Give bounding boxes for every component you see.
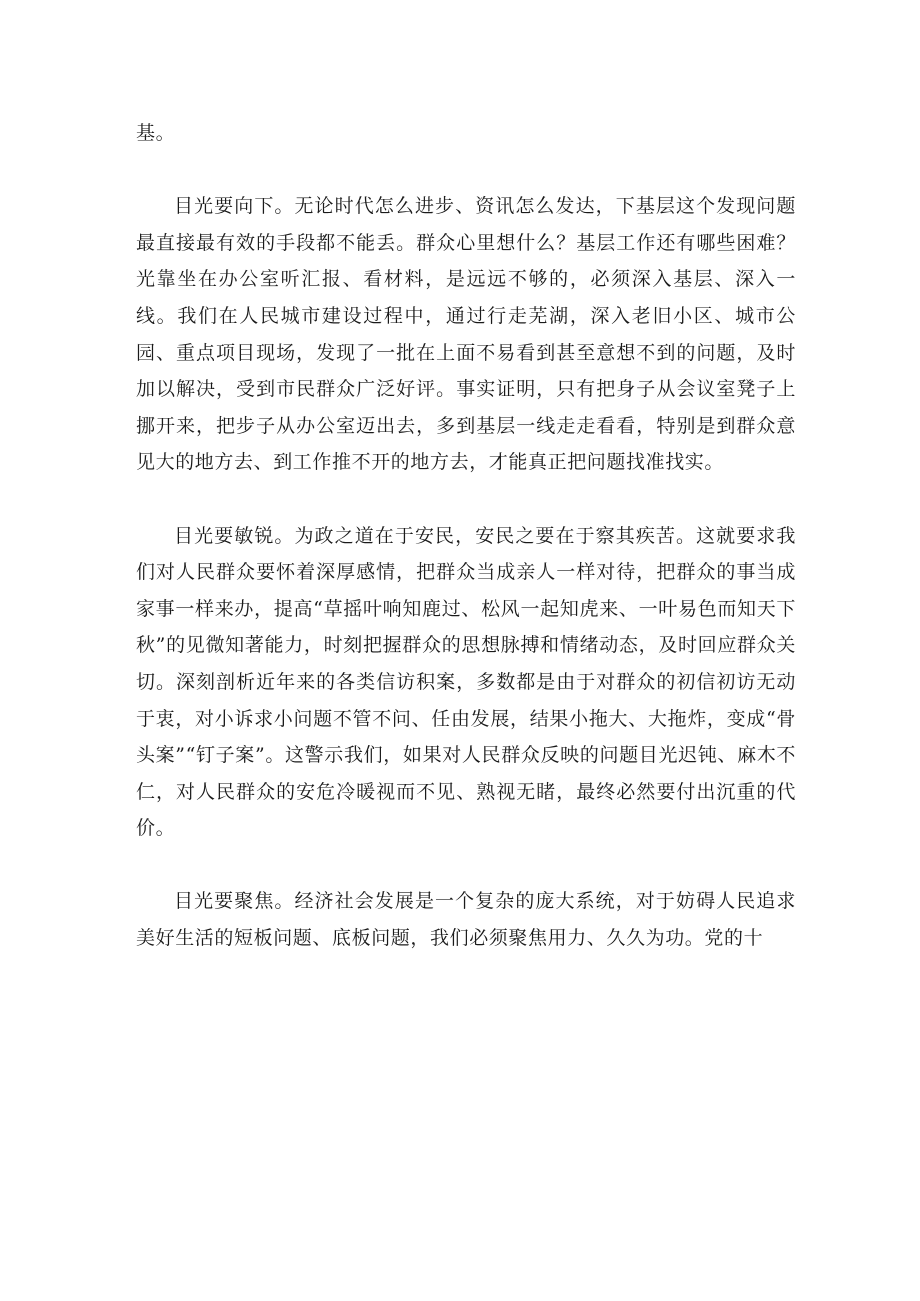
paragraph-gaze-focused: 目光要聚焦。经济社会发展是一个复杂的庞大系统，对于妨碍人民追求美好生活的短板问题、底板问题，我们必须聚焦用力、久久为功。党的十 bbox=[136, 890, 796, 950]
paragraph-gaze-downward: 目光要向下。无论时代怎么进步、资讯怎么发达，下基层这个发现问题最直接最有效的手段都不能丢。群众心里想什么？基层工作还有哪些困难？光靠坐在办公室听汇报、看材料，是远远不够的，必须深入基层、深入一线。我们在人民城市建设过程中，通过行走芜湖，深入老旧小区、城市公园、重点项目现场，发现了一批在上面不易看到甚至意想不到的问题，及时加以解决，受到市民群众广泛好评。事实证明，只有把身子从会议室凳子上挪开来，把步子从办公室迈出去，多到基层一线走走看看，特别是到群众意见大的地方去、到工作推不开的地方去，才能真正把问题找准找实。 bbox=[136, 195, 796, 474]
paragraph-continued: 基。 bbox=[136, 122, 176, 144]
paragraph-gaze-sharp: 目光要敏锐。为政之道在于安民，安民之要在于察其疾苦。这就要求我们对人民群众要怀着深厚感情，把群众当成亲人一样对待，把群众的事当成家事一样来办，提高“草摇叶响知鹿过、松风一起知虎来、一叶易色而知天下秋”的见微知著能力，时刻把握群众的思想脉搏和情绪动态，及时回应群众关切。深刻剖析近年来的各类信访积案，多数都是由于对群众的初信初访无动于衷，对小诉求小问题不管不问、任由发展，结果小拖大、大拖炸，变成“骨头案”“钉子案”。这警示我们，如果对人民群众反映的问题目光迟钝、麻木不仁，对人民群众的安危冷暖视而不见、熟视无睹，最终必然要付出沉重的代价。 bbox=[136, 524, 796, 840]
paragraph-gap bbox=[136, 847, 796, 884]
document-body bbox=[136, 115, 796, 957]
paragraph-gap bbox=[136, 152, 796, 189]
paragraph-gap bbox=[136, 481, 796, 518]
